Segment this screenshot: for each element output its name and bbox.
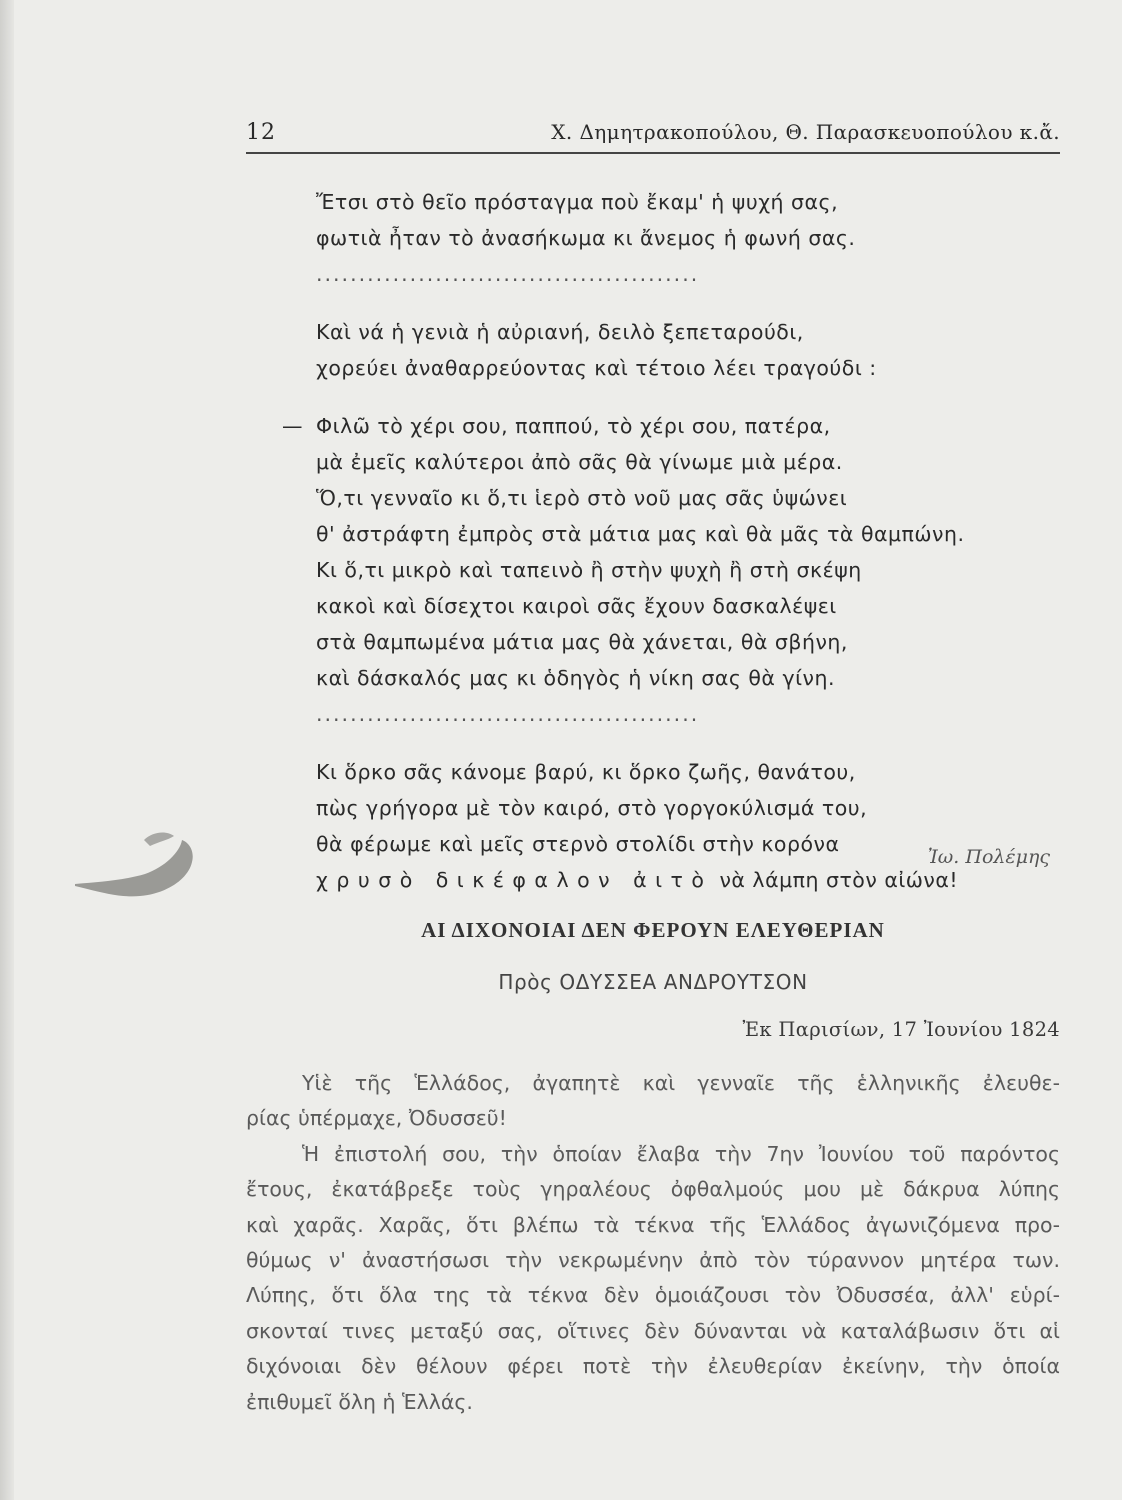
page-header: [246, 116, 1060, 154]
poem-line: θ' ἀστράφτη ἐμπρὸς στὰ μάτια μας καὶ θὰ μᾶς τὰ θαμπώνη.: [316, 522, 965, 546]
poem-line-end: νὰ λάμπη στὸν αἰώνα!: [719, 868, 959, 892]
poem-line: Ἔτσι στὸ θεῖο πρόσταγμα ποὺ ἔκαμ' ἡ ψυχή σας,: [316, 190, 839, 214]
poem-line: πὼς γρήγορα μὲ τὸν καιρό, στὸ γοργοκύλισμά του,: [316, 796, 868, 820]
letter-line: ρίας ὑπέρμαχε, Ὀδυσσεῦ!: [246, 1106, 507, 1131]
poem-line: χορεύει ἀναθαρρεύοντας καὶ τέτοιο λέει τραγούδι :: [316, 356, 877, 380]
letter-subtitle: Πρὸς ΟΔΥΣΣΕΑ ΑΝΔΡΟΥΤΣΟΝ: [498, 970, 808, 994]
poem-line: φωτιὰ ἦταν τὸ ἀνασήκωμα κι ἄνεμος ἡ φωνή σας.: [316, 226, 856, 250]
letter-title: ΑΙ ΔΙΧΟΝΟΙΑΙ ΔΕΝ ΦΕΡΟΥΝ ΕΛΕΥΘΕΡΙΑΝ: [421, 918, 885, 942]
letter-line: Υἱὲ τῆς Ἑλλάδος, ἀγαπητὲ καὶ γενναῖε τῆς ἑλληνικῆς ἐλευθε-: [302, 1071, 1060, 1095]
letter-dateline: Ἐκ Παρισίων, 17 Ἰουνίου 1824: [742, 1018, 1060, 1041]
poem-line: θὰ φέρωμε καὶ μεῖς στερνὸ στολίδι στὴν κορόνα: [316, 832, 840, 856]
letter-line: διχόνοιαι δὲν θέλουν φέρει ποτὲ τὴν ἐλευθερίαν ἐκείνην, τὴν ὁποία: [246, 1354, 1060, 1379]
poem-line: Καὶ νά ἡ γενιὰ ἡ αὐριανή, δειλὸ ξεπεταρούδι,: [316, 320, 804, 344]
poem-line-with-dash: [282, 408, 1036, 444]
letter-line: ἔτους, ἐκατάβρεξε τοὺς γηραλέους ὀφθαλμούς μου μὲ δάκρυα λύπης: [246, 1177, 1060, 1202]
letter-line: καὶ χαρᾶς. Χαρᾶς, ὅτι βλέπω τὰ τέκνα τῆς Ἑλλάδος ἀγωνιζόμενα προ-: [246, 1212, 1060, 1237]
letter-line: σκονταί τινες μεταξύ σας, οἵτινες δὲν δύνανται νὰ καταλάβωσιν ὅτι αἱ: [246, 1318, 1060, 1343]
page-edge: [0, 0, 14, 1500]
poem-line: Κι ὅρκο σᾶς κάνομε βαρύ, κι ὅρκο ζωῆς, θανάτου,: [316, 760, 856, 784]
poem: [282, 184, 1036, 898]
poem-line: Κι ὅ,τι μικρὸ καὶ ταπεινὸ ἢ στὴν ψυχὴ ἢ στὴ σκέψη: [316, 558, 862, 582]
ink-stain: [70, 822, 200, 902]
poem-line: μὰ ἐμεῖς καλύτεροι ἀπὸ σᾶς θὰ γίνωμε μιὰ μέρα.: [316, 450, 843, 474]
poem-line: καὶ δάσκαλός μας κι ὁδηγὸς ἡ νίκη σας θὰ γίνη.: [316, 666, 835, 690]
letter-line: θύμως ν' ἀναστήσωσι τὴν νεκρωμένην ἀπὸ τὸν τύραννον μητέρα των.: [246, 1247, 1060, 1272]
dialogue-dash: —: [282, 414, 303, 438]
poem-line: κακοὶ καὶ δίσεχτοι καιροὶ σᾶς ἔχουν δασκαλέψει: [316, 594, 837, 618]
poem-line-text: Φιλῶ τὸ χέρι σου, παππού, τὸ χέρι σου, πατέρα,: [316, 414, 831, 438]
poem-line: στὰ θαμπωμένα μάτια μας θὰ χάνεται, θὰ σβήνη,: [316, 630, 848, 654]
spaced-text: χρυσὸ δικέφαλον ἀιτὸ: [316, 868, 713, 892]
separator-dots: .............................................: [316, 262, 700, 286]
letter-line: Λύπης, ὅτι ὅλα της τὰ τέκνα δὲν ὁμοιάζουσι τὸν Ὀδυσσέα, ἀλλ' εὑρί-: [246, 1283, 1060, 1308]
letter-body: [246, 1066, 1060, 1420]
page-number: 12: [246, 120, 276, 145]
separator-dots: .............................................: [316, 702, 700, 726]
letter-line: Ἡ ἐπιστολή σου, τὴν ὁποίαν ἔλαβα τὴν 7ην Ἰουνίου τοῦ παρόντος: [302, 1141, 1060, 1166]
letter-line: ἐπιθυμεῖ ὅλη ἡ Ἑλλάς.: [246, 1389, 473, 1414]
running-head: Χ. Δημητρακοπούλου, Θ. Παρασκευοπούλου κ.ἄ.: [551, 120, 1060, 144]
poem-line: Ὅ,τι γενναῖο κι ὅ,τι ἱερὸ στὸ νοῦ μας σᾶς ὑψώνει: [316, 486, 848, 510]
poem-signature: Ἰω. Πολέμης: [927, 846, 1050, 868]
